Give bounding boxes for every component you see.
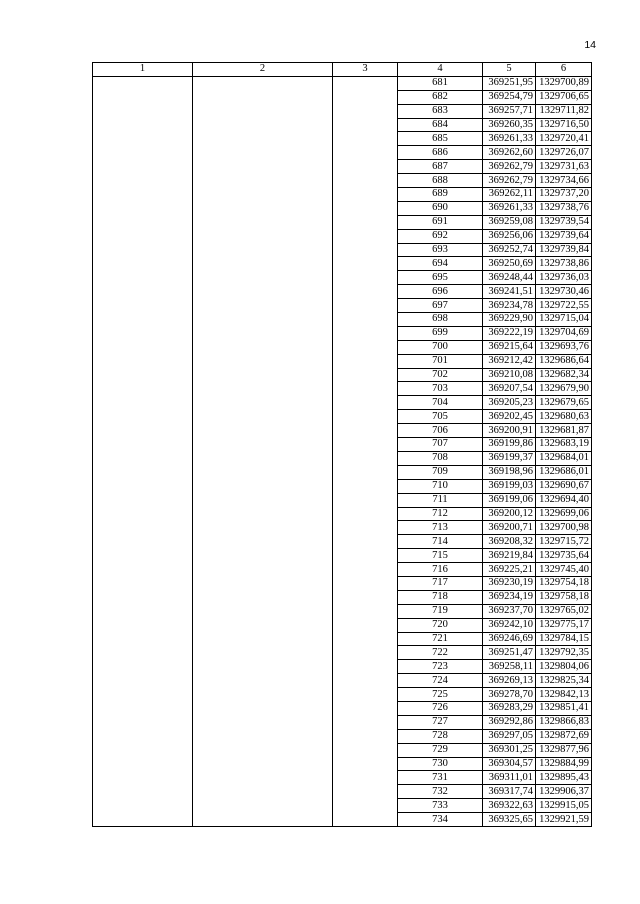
x-coordinate-cell: 369254,79 — [483, 90, 536, 104]
x-coordinate-cell: 369250,69 — [483, 257, 536, 271]
point-number-cell: 731 — [398, 771, 483, 785]
x-coordinate-cell: 369199,86 — [483, 438, 536, 452]
column-header-3: 3 — [333, 63, 398, 77]
x-coordinate-cell: 369262,11 — [483, 188, 536, 202]
y-coordinate-cell: 1329682,34 — [536, 368, 592, 382]
y-coordinate-cell: 1329715,04 — [536, 313, 592, 327]
y-coordinate-cell: 1329700,98 — [536, 521, 592, 535]
column-header-5: 5 — [483, 63, 536, 77]
y-coordinate-cell: 1329884,99 — [536, 757, 592, 771]
point-number-cell: 708 — [398, 451, 483, 465]
y-coordinate-cell: 1329745,40 — [536, 563, 592, 577]
point-number-cell: 721 — [398, 632, 483, 646]
point-number-cell: 681 — [398, 76, 483, 90]
point-number-cell: 717 — [398, 576, 483, 590]
point-number-cell: 716 — [398, 563, 483, 577]
y-coordinate-cell: 1329679,65 — [536, 396, 592, 410]
y-coordinate-cell: 1329906,37 — [536, 785, 592, 799]
x-coordinate-cell: 369304,57 — [483, 757, 536, 771]
table-body — [93, 76, 592, 826]
x-coordinate-cell: 369219,84 — [483, 549, 536, 563]
col-1-blank-cell — [93, 76, 193, 826]
y-coordinate-cell: 1329690,67 — [536, 479, 592, 493]
x-coordinate-cell: 369234,78 — [483, 299, 536, 313]
x-coordinate-cell: 369215,64 — [483, 340, 536, 354]
y-coordinate-cell: 1329739,84 — [536, 243, 592, 257]
point-number-cell: 684 — [398, 118, 483, 132]
x-coordinate-cell: 369212,42 — [483, 354, 536, 368]
y-coordinate-cell: 1329765,02 — [536, 604, 592, 618]
point-number-cell: 698 — [398, 313, 483, 327]
x-coordinate-cell: 369269,13 — [483, 674, 536, 688]
y-coordinate-cell: 1329720,41 — [536, 132, 592, 146]
x-coordinate-cell: 369259,08 — [483, 215, 536, 229]
point-number-cell: 687 — [398, 160, 483, 174]
x-coordinate-cell: 369311,01 — [483, 771, 536, 785]
column-header-4: 4 — [398, 63, 483, 77]
point-number-cell: 689 — [398, 188, 483, 202]
x-coordinate-cell: 369198,96 — [483, 465, 536, 479]
y-coordinate-cell: 1329851,41 — [536, 701, 592, 715]
point-number-cell: 714 — [398, 535, 483, 549]
x-coordinate-cell: 369261,33 — [483, 201, 536, 215]
point-number-cell: 705 — [398, 410, 483, 424]
column-header-2: 2 — [193, 63, 333, 77]
y-coordinate-cell: 1329700,89 — [536, 76, 592, 90]
y-coordinate-cell: 1329686,01 — [536, 465, 592, 479]
point-number-cell: 692 — [398, 229, 483, 243]
y-coordinate-cell: 1329686,64 — [536, 354, 592, 368]
point-number-cell: 682 — [398, 90, 483, 104]
point-number-cell: 733 — [398, 799, 483, 813]
y-coordinate-cell: 1329736,03 — [536, 271, 592, 285]
x-coordinate-cell: 369199,37 — [483, 451, 536, 465]
point-number-cell: 685 — [398, 132, 483, 146]
y-coordinate-cell: 1329738,86 — [536, 257, 592, 271]
y-coordinate-cell: 1329872,69 — [536, 729, 592, 743]
point-number-cell: 702 — [398, 368, 483, 382]
col-3-blank-cell — [333, 76, 398, 826]
x-coordinate-cell: 369200,12 — [483, 507, 536, 521]
x-coordinate-cell: 369208,32 — [483, 535, 536, 549]
x-coordinate-cell: 369251,95 — [483, 76, 536, 90]
coordinates-table — [92, 62, 592, 827]
x-coordinate-cell: 369237,70 — [483, 604, 536, 618]
x-coordinate-cell: 369242,10 — [483, 618, 536, 632]
y-coordinate-cell: 1329680,63 — [536, 410, 592, 424]
x-coordinate-cell: 369301,25 — [483, 743, 536, 757]
col-2-blank-cell — [193, 76, 333, 826]
x-coordinate-cell: 369222,19 — [483, 326, 536, 340]
point-number-cell: 691 — [398, 215, 483, 229]
point-number-cell: 688 — [398, 174, 483, 188]
y-coordinate-cell: 1329704,69 — [536, 326, 592, 340]
x-coordinate-cell: 369278,70 — [483, 688, 536, 702]
point-number-cell: 703 — [398, 382, 483, 396]
x-coordinate-cell: 369229,90 — [483, 313, 536, 327]
x-coordinate-cell: 369317,74 — [483, 785, 536, 799]
x-coordinate-cell: 369322,63 — [483, 799, 536, 813]
x-coordinate-cell: 369252,74 — [483, 243, 536, 257]
point-number-cell: 694 — [398, 257, 483, 271]
point-number-cell: 718 — [398, 590, 483, 604]
point-number-cell: 729 — [398, 743, 483, 757]
x-coordinate-cell: 369202,45 — [483, 410, 536, 424]
y-coordinate-cell: 1329694,40 — [536, 493, 592, 507]
y-coordinate-cell: 1329706,65 — [536, 90, 592, 104]
point-number-cell: 726 — [398, 701, 483, 715]
y-coordinate-cell: 1329915,05 — [536, 799, 592, 813]
point-number-cell: 706 — [398, 424, 483, 438]
x-coordinate-cell: 369261,33 — [483, 132, 536, 146]
point-number-cell: 704 — [398, 396, 483, 410]
point-number-cell: 734 — [398, 813, 483, 827]
y-coordinate-cell: 1329739,64 — [536, 229, 592, 243]
y-coordinate-cell: 1329715,72 — [536, 535, 592, 549]
y-coordinate-cell: 1329699,06 — [536, 507, 592, 521]
point-number-cell: 728 — [398, 729, 483, 743]
point-number-cell: 711 — [398, 493, 483, 507]
point-number-cell: 715 — [398, 549, 483, 563]
y-coordinate-cell: 1329895,43 — [536, 771, 592, 785]
y-coordinate-cell: 1329681,87 — [536, 424, 592, 438]
x-coordinate-cell: 369199,06 — [483, 493, 536, 507]
x-coordinate-cell: 369325,65 — [483, 813, 536, 827]
y-coordinate-cell: 1329684,01 — [536, 451, 592, 465]
point-number-cell: 697 — [398, 299, 483, 313]
x-coordinate-cell: 369199,03 — [483, 479, 536, 493]
y-coordinate-cell: 1329784,15 — [536, 632, 592, 646]
y-coordinate-cell: 1329722,55 — [536, 299, 592, 313]
y-coordinate-cell: 1329775,17 — [536, 618, 592, 632]
point-number-cell: 683 — [398, 104, 483, 118]
y-coordinate-cell: 1329754,18 — [536, 576, 592, 590]
point-number-cell: 709 — [398, 465, 483, 479]
y-coordinate-cell: 1329730,46 — [536, 285, 592, 299]
x-coordinate-cell: 369200,71 — [483, 521, 536, 535]
x-coordinate-cell: 369225,21 — [483, 563, 536, 577]
table-row — [93, 76, 592, 90]
point-number-cell: 725 — [398, 688, 483, 702]
point-number-cell: 722 — [398, 646, 483, 660]
x-coordinate-cell: 369207,54 — [483, 382, 536, 396]
point-number-cell: 700 — [398, 340, 483, 354]
y-coordinate-cell: 1329804,06 — [536, 660, 592, 674]
point-number-cell: 724 — [398, 674, 483, 688]
x-coordinate-cell: 369230,19 — [483, 576, 536, 590]
point-number-cell: 713 — [398, 521, 483, 535]
column-header-6: 6 — [536, 63, 592, 77]
point-number-cell: 727 — [398, 715, 483, 729]
x-coordinate-cell: 369257,71 — [483, 104, 536, 118]
y-coordinate-cell: 1329738,76 — [536, 201, 592, 215]
x-coordinate-cell: 369210,08 — [483, 368, 536, 382]
point-number-cell: 720 — [398, 618, 483, 632]
y-coordinate-cell: 1329731,63 — [536, 160, 592, 174]
y-coordinate-cell: 1329737,20 — [536, 188, 592, 202]
table-header-row — [93, 63, 592, 77]
point-number-cell: 719 — [398, 604, 483, 618]
point-number-cell: 730 — [398, 757, 483, 771]
y-coordinate-cell: 1329716,50 — [536, 118, 592, 132]
point-number-cell: 693 — [398, 243, 483, 257]
point-number-cell: 686 — [398, 146, 483, 160]
point-number-cell: 690 — [398, 201, 483, 215]
column-header-1: 1 — [93, 63, 193, 77]
y-coordinate-cell: 1329758,18 — [536, 590, 592, 604]
y-coordinate-cell: 1329711,82 — [536, 104, 592, 118]
point-number-cell: 707 — [398, 438, 483, 452]
x-coordinate-cell: 369234,19 — [483, 590, 536, 604]
y-coordinate-cell: 1329679,90 — [536, 382, 592, 396]
x-coordinate-cell: 369262,79 — [483, 160, 536, 174]
y-coordinate-cell: 1329735,64 — [536, 549, 592, 563]
y-coordinate-cell: 1329726,07 — [536, 146, 592, 160]
y-coordinate-cell: 1329842,13 — [536, 688, 592, 702]
x-coordinate-cell: 369241,51 — [483, 285, 536, 299]
y-coordinate-cell: 1329739,54 — [536, 215, 592, 229]
x-coordinate-cell: 369283,29 — [483, 701, 536, 715]
point-number-cell: 699 — [398, 326, 483, 340]
y-coordinate-cell: 1329866,83 — [536, 715, 592, 729]
x-coordinate-cell: 369248,44 — [483, 271, 536, 285]
x-coordinate-cell: 369258,11 — [483, 660, 536, 674]
x-coordinate-cell: 369200,91 — [483, 424, 536, 438]
y-coordinate-cell: 1329877,96 — [536, 743, 592, 757]
point-number-cell: 732 — [398, 785, 483, 799]
x-coordinate-cell: 369262,60 — [483, 146, 536, 160]
x-coordinate-cell: 369256,06 — [483, 229, 536, 243]
y-coordinate-cell: 1329825,34 — [536, 674, 592, 688]
x-coordinate-cell: 369246,69 — [483, 632, 536, 646]
x-coordinate-cell: 369260,35 — [483, 118, 536, 132]
x-coordinate-cell: 369292,86 — [483, 715, 536, 729]
point-number-cell: 712 — [398, 507, 483, 521]
x-coordinate-cell: 369297,05 — [483, 729, 536, 743]
point-number-cell: 701 — [398, 354, 483, 368]
point-number-cell: 723 — [398, 660, 483, 674]
y-coordinate-cell: 1329683,19 — [536, 438, 592, 452]
y-coordinate-cell: 1329792,35 — [536, 646, 592, 660]
x-coordinate-cell: 369262,79 — [483, 174, 536, 188]
point-number-cell: 695 — [398, 271, 483, 285]
page-number: 14 — [584, 39, 596, 51]
point-number-cell: 696 — [398, 285, 483, 299]
point-number-cell: 710 — [398, 479, 483, 493]
x-coordinate-cell: 369205,23 — [483, 396, 536, 410]
y-coordinate-cell: 1329693,76 — [536, 340, 592, 354]
y-coordinate-cell: 1329921,59 — [536, 813, 592, 827]
x-coordinate-cell: 369251,47 — [483, 646, 536, 660]
y-coordinate-cell: 1329734,66 — [536, 174, 592, 188]
